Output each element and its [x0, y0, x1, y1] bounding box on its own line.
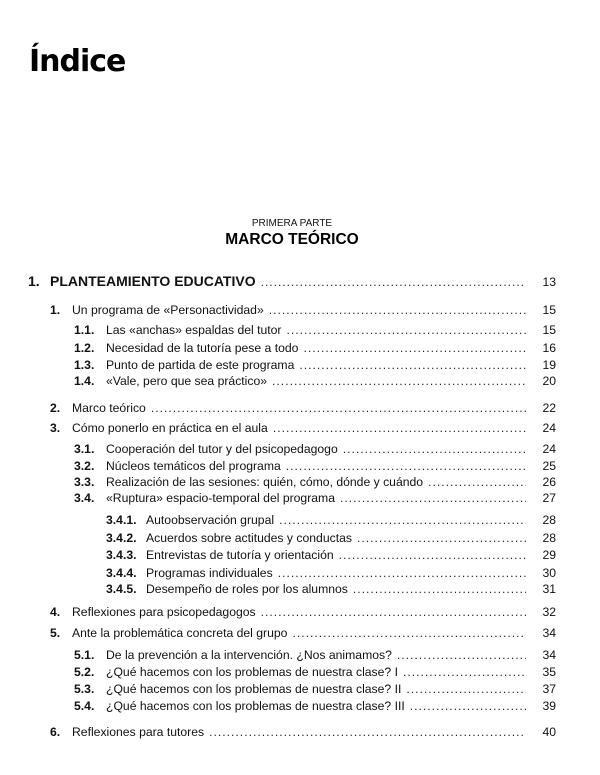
- toc-page: 27: [542, 491, 556, 505]
- dot-leader: [286, 458, 526, 474]
- toc-page: 39: [542, 699, 556, 713]
- toc-page: 15: [542, 323, 556, 337]
- toc-row: [74, 322, 556, 338]
- toc-title: ¿Qué hacemos con los problemas de nuestra clase? II: [106, 682, 402, 696]
- dot-leader: [353, 581, 526, 597]
- toc-page: 15: [542, 303, 556, 317]
- toc-title: Programas individuales: [146, 566, 273, 580]
- toc-title: PLANTEAMIENTO EDUCATIVO: [50, 273, 256, 289]
- dot-leader: [403, 664, 526, 680]
- toc-number: 5.4.: [74, 699, 95, 713]
- toc-title: Cómo ponerlo en práctica en el aula: [72, 421, 268, 435]
- toc-title: Autoobservación grupal: [146, 513, 275, 527]
- dot-leader: [261, 604, 526, 620]
- toc-page: 30: [542, 566, 556, 580]
- toc-row: [106, 581, 556, 597]
- dot-leader: [273, 420, 526, 436]
- dot-leader: [357, 530, 526, 546]
- dot-leader: [151, 400, 526, 416]
- toc-page: 40: [542, 725, 556, 739]
- toc-page: 22: [542, 401, 556, 415]
- toc-page: 34: [542, 626, 556, 640]
- toc-number: 5.2.: [74, 665, 95, 679]
- toc-title: De la prevención a la intervención. ¿Nos animamos?: [106, 648, 392, 662]
- toc-row: [74, 373, 556, 389]
- toc-number: 5.: [50, 626, 61, 640]
- toc-number: 5.1.: [74, 648, 95, 662]
- toc-title: Un programa de «Personactividad»: [72, 303, 264, 317]
- toc-row: [106, 547, 556, 563]
- toc-number: 4.: [50, 605, 61, 619]
- toc-title: Necesidad de la tutoría pese a todo: [106, 341, 299, 355]
- toc-title: ¿Qué hacemos con los problemas de nuestra clase? I: [106, 665, 398, 679]
- toc-number: 3.4.: [74, 491, 95, 505]
- toc-row: [50, 420, 556, 436]
- toc-title: «Vale, pero que sea práctico»: [106, 374, 268, 388]
- toc-number: 2.: [50, 401, 61, 415]
- toc-row: [74, 698, 556, 714]
- toc-row: [74, 340, 556, 356]
- toc-title: Las «anchas» espaldas del tutor: [106, 323, 282, 337]
- dot-leader: [269, 302, 526, 318]
- toc-row: [74, 647, 556, 663]
- dot-leader: [279, 512, 526, 528]
- dot-leader: [406, 681, 526, 697]
- toc-title: Realización de las sesiones: quién, cómo, dónde y cuándo: [106, 475, 424, 489]
- toc-row: [50, 724, 556, 740]
- part-label: PRIMERA PARTE: [251, 218, 333, 229]
- toc-page: 34: [542, 648, 556, 662]
- dot-leader: [278, 565, 526, 581]
- toc-row: [50, 604, 556, 620]
- toc-number: 3.3.: [74, 475, 95, 489]
- toc-row: [74, 357, 556, 373]
- toc-row: [50, 400, 556, 416]
- toc-number: 3.4.3.: [106, 548, 137, 562]
- toc-title: ¿Qué hacemos con los problemas de nuestra clase? III: [106, 699, 405, 713]
- toc-row: [74, 458, 556, 474]
- toc-title: Núcleos temáticos del programa: [106, 459, 281, 473]
- toc-page: 28: [542, 531, 556, 545]
- dot-leader: [428, 474, 526, 490]
- dot-leader: [339, 547, 526, 563]
- toc-page: 31: [542, 582, 556, 596]
- toc-page: 19: [542, 358, 556, 372]
- toc-title: Punto de partida de este programa: [106, 358, 295, 372]
- dot-leader: [397, 647, 526, 663]
- dot-leader: [303, 340, 526, 356]
- toc-title: Entrevistas de tutoría y orientación: [146, 548, 334, 562]
- dot-leader: [299, 357, 526, 373]
- toc-page: 13: [542, 275, 556, 289]
- toc-row: [106, 512, 556, 528]
- toc-number: 1.2.: [74, 341, 95, 355]
- toc-row: [74, 681, 556, 697]
- toc-number: 1.1.: [74, 323, 95, 337]
- dot-leader: [340, 490, 526, 506]
- toc-page: 35: [542, 665, 556, 679]
- dot-leader: [410, 698, 526, 714]
- toc-row: [50, 302, 556, 318]
- page-title: Índice: [29, 44, 126, 79]
- toc-page: 16: [542, 341, 556, 355]
- toc-title: Ante la problemática concreta del grupo: [72, 626, 288, 640]
- toc-number: 3.4.2.: [106, 531, 137, 545]
- toc-row: [50, 625, 556, 641]
- toc-page: 37: [542, 682, 556, 696]
- dot-leader: [209, 724, 526, 740]
- toc-row: [106, 530, 556, 546]
- dot-leader: [272, 373, 526, 389]
- toc-row: [74, 441, 556, 457]
- dot-leader: [261, 273, 526, 291]
- toc-title: Desempeño de roles por los alumnos: [146, 582, 348, 596]
- toc-number: 1.: [50, 303, 61, 317]
- toc-title: Acuerdos sobre actitudes y conductas: [146, 531, 352, 545]
- toc-title: Marco teórico: [72, 401, 146, 415]
- toc-page: 20: [542, 374, 556, 388]
- toc-number: 3.2.: [74, 459, 95, 473]
- toc-number: 3.1.: [74, 442, 95, 456]
- toc-page: 32: [542, 605, 556, 619]
- toc-title: Reflexiones para psicopedagogos: [72, 605, 256, 619]
- toc-number: 3.4.4.: [106, 566, 137, 580]
- toc-row: [74, 474, 556, 490]
- toc-row: [74, 490, 556, 506]
- toc-page: 26: [542, 475, 556, 489]
- dot-leader: [287, 322, 527, 338]
- toc-page: 24: [542, 442, 556, 456]
- toc-chapter-row: [28, 272, 556, 291]
- toc-page: 28: [542, 513, 556, 527]
- toc-page: 29: [542, 548, 556, 562]
- toc-title: Cooperación del tutor y del psicopedagogo: [106, 442, 338, 456]
- toc-number: 3.4.1.: [106, 513, 137, 527]
- toc-row: [74, 664, 556, 680]
- toc-title: Reflexiones para tutores: [72, 725, 205, 739]
- toc-number: 6.: [50, 725, 61, 739]
- toc-number: 1.4.: [74, 374, 95, 388]
- toc-number: 3.4.5.: [106, 582, 137, 596]
- dot-leader: [292, 625, 526, 641]
- toc-page: 25: [542, 459, 556, 473]
- toc-row: [106, 565, 556, 581]
- toc-number: 3.: [50, 421, 61, 435]
- toc-number: 1.: [28, 273, 40, 289]
- part-heading: MARCO TEÓRICO: [225, 231, 359, 248]
- toc-number: 5.3.: [74, 682, 95, 696]
- toc-number: 1.3.: [74, 358, 95, 372]
- toc-title: «Ruptura» espacio-temporal del programa: [106, 491, 335, 505]
- dot-leader: [343, 441, 526, 457]
- toc-page: 24: [542, 421, 556, 435]
